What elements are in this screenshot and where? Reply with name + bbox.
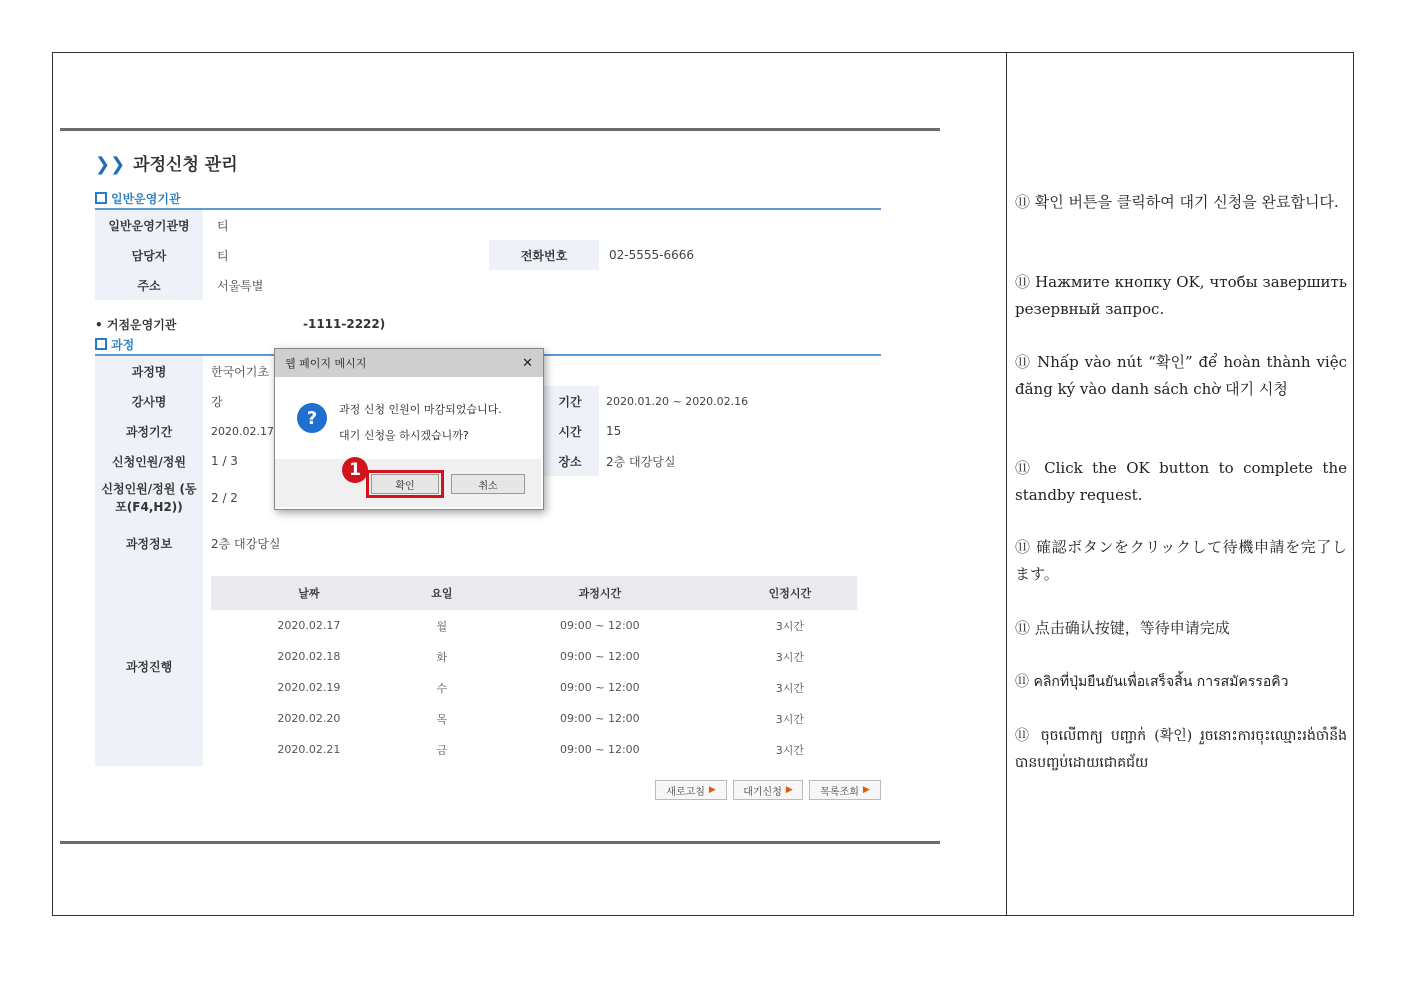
- section-general-text: 일반운영기관: [111, 192, 181, 206]
- ok-button[interactable]: 확인: [371, 474, 439, 494]
- base-org-line: • 거점운영기관: [95, 317, 177, 332]
- course-info-label: 과정정보: [95, 520, 203, 566]
- list-button-label: 목록조회: [820, 786, 859, 798]
- instructor-label: 강사명: [95, 386, 203, 416]
- applicants-f4-value: 2 / 2: [211, 491, 238, 505]
- square-bullet-icon: [95, 192, 107, 204]
- schedule-cell: 09:00 ~ 12:00: [560, 743, 640, 756]
- schedule-cell: 2020.02.17: [277, 619, 341, 632]
- schedule-cell: 3시간: [775, 712, 805, 726]
- play-arrow-icon: ▶: [708, 785, 716, 795]
- instruction-korean: ⑪ 확인 버튼을 클릭하여 대기 신청을 완료합니다.: [1015, 193, 1339, 211]
- refresh-button-label: 새로고침: [666, 786, 705, 798]
- ok-button-highlight: [366, 470, 444, 498]
- standby-button-label: 대기신청: [743, 786, 782, 798]
- refresh-button[interactable]: [655, 780, 727, 800]
- cancel-button[interactable]: 취소: [451, 474, 525, 494]
- top-rule: [60, 128, 940, 131]
- schedule-cell: 2020.02.18: [277, 650, 341, 663]
- table-row: [211, 734, 857, 765]
- instruction-english: ⑪ Click the OK button to complete the standby request.: [1015, 459, 1347, 504]
- dialog-titlebar: [275, 349, 543, 377]
- instruction-chinese: ⑪ 点击确认按键，等待申请完成: [1015, 619, 1230, 637]
- schedule-cell: 화: [436, 650, 448, 664]
- bottom-rule: [60, 841, 940, 844]
- hours-value: 15: [606, 424, 622, 438]
- schedule-header: 인정시간: [723, 576, 857, 610]
- dialog-message-line1: 과정 신청 인원이 마감되었습니다.: [339, 403, 502, 416]
- instructor-value: 강: [211, 394, 223, 409]
- close-icon[interactable]: ✕: [522, 355, 533, 371]
- table-row: [211, 703, 857, 734]
- schedule-cell: 3시간: [775, 650, 805, 664]
- app-period-value: 2020.01.20 ~ 2020.02.16: [606, 394, 749, 408]
- manager-value: 티: [217, 248, 229, 263]
- table-row: [211, 641, 857, 672]
- schedule-cell: 09:00 ~ 12:00: [560, 650, 640, 663]
- schedule-header: 요일: [407, 576, 477, 610]
- double-chevron-icon: ❯❯: [95, 154, 126, 175]
- page-title-text: 과정신청 관리: [133, 155, 238, 175]
- list-button[interactable]: [809, 780, 881, 800]
- period-label: 과정기간: [95, 416, 203, 446]
- address-label: 주소: [95, 270, 203, 300]
- schedule-cell: 2020.02.20: [277, 712, 341, 725]
- instruction-japanese: ⑪ 確認ボタンをクリックして待機申請を完了します。: [1015, 538, 1347, 583]
- instruction-vietnamese: ⑪ Nhấp vào nút “확인” để hoàn thành việc đăng ký vào danh sách chờ 대기 시청: [1015, 353, 1347, 398]
- schedule-cell: 09:00 ~ 12:00: [560, 712, 640, 725]
- schedule-header-row: [211, 576, 857, 610]
- applicants-f4-label: 신청인원/정원 (동포(F4,H2)): [95, 476, 203, 520]
- message-dialog: [274, 348, 544, 510]
- address-value: 서울특별: [217, 278, 264, 293]
- instruction-khmer: ⑪ ចុចលើពាក្យ បញ្ជាក់ (확인) រួចនោះការចុះឈ្មោះរង់ចាំនឹងបានបញ្ចប់ដោយជោគជ័យ: [1015, 728, 1347, 771]
- course-name-label: 과정명: [95, 356, 203, 386]
- schedule-header: 과정시간: [477, 576, 723, 610]
- column-divider: [1006, 52, 1007, 916]
- instruction-thai: ⑪ คลิกที่ปุ่มยืนยันเพื่อเสร็จสิ้น การสมัครรอคิว: [1015, 674, 1289, 690]
- schedule-cell: 3시간: [775, 619, 805, 633]
- section-course-heading: [95, 336, 134, 353]
- place-label: 장소: [541, 446, 599, 476]
- section-course-text: 과정: [111, 338, 135, 352]
- play-arrow-icon: ▶: [862, 785, 870, 795]
- course-info-value: 2층 대강당실: [211, 536, 281, 551]
- schedule-cell: 09:00 ~ 12:00: [560, 619, 640, 632]
- dialog-message-line2: 대기 신청을 하시겠습니까?: [339, 429, 469, 442]
- schedule-cell: 수: [436, 681, 448, 695]
- schedule-cell: 금: [436, 743, 448, 757]
- page-title: [95, 150, 238, 175]
- schedule-cell: 목: [436, 712, 448, 726]
- standby-request-button[interactable]: [733, 780, 803, 800]
- schedule-cell: 3시간: [775, 743, 805, 757]
- base-org-phone: -1111-2222): [303, 317, 386, 331]
- schedule-cell: 2020.02.21: [277, 743, 341, 756]
- progress-label: 과정진행: [95, 566, 203, 766]
- section-rule: [95, 208, 881, 210]
- schedule-cell: 3시간: [775, 681, 805, 695]
- place-value: 2층 대강당실: [606, 454, 676, 469]
- schedule-cell: 09:00 ~ 12:00: [560, 681, 640, 694]
- course-name-value: 한국어기초: [211, 364, 269, 379]
- square-bullet-icon: [95, 338, 107, 350]
- section-general-heading: [95, 190, 181, 207]
- phone-value: 02-5555-6666: [609, 248, 695, 262]
- schedule-cell: 월: [436, 619, 448, 633]
- table-row: [211, 672, 857, 703]
- dialog-title: 웹 페이지 메시지: [285, 357, 367, 370]
- phone-label: 전화번호: [489, 240, 599, 270]
- org-value: 티: [217, 218, 229, 233]
- play-arrow-icon: ▶: [785, 785, 793, 795]
- schedule-cell: 2020.02.19: [277, 681, 341, 694]
- app-period-label: 기간: [541, 386, 599, 416]
- schedule-table: [211, 576, 857, 765]
- applicants-value: 1 / 3: [211, 454, 238, 468]
- applicants-label: 신청인원/정원: [95, 446, 203, 476]
- schedule-header: 날짜: [211, 576, 407, 610]
- step-number-badge: 1: [342, 457, 368, 483]
- question-icon: ?: [297, 403, 327, 433]
- table-row: [211, 610, 857, 641]
- period-value: 2020.02.17: [211, 424, 274, 438]
- instruction-russian: ⑪ Нажмите кнопку OK, чтобы завершить резервный запрос.: [1015, 273, 1347, 318]
- manager-label: 담당자: [95, 240, 203, 270]
- hours-label: 시간: [541, 416, 599, 446]
- org-label: 일반운영기관명: [95, 210, 203, 240]
